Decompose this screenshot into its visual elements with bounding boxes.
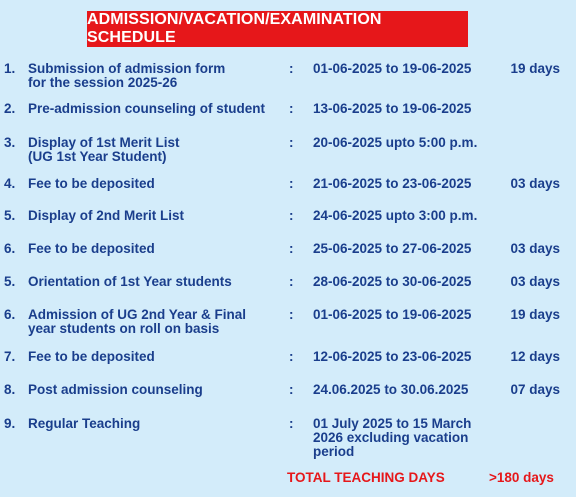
row-label: [28, 242, 283, 256]
row-days-line: 03 days: [510, 241, 560, 256]
row-date: [313, 308, 498, 322]
row-number: [4, 62, 15, 76]
row-number-line: 2.: [4, 101, 16, 116]
schedule-title: ADMISSION/VACATION/EXAMINATION SCHEDULE: [87, 11, 468, 47]
row-label-line: year students on roll on basis: [28, 321, 220, 336]
row-number-line: 5.: [4, 208, 16, 223]
row-label: [28, 383, 283, 397]
row-days: [510, 275, 560, 289]
row-days-line: 07 days: [510, 382, 560, 397]
row-number: [4, 417, 15, 431]
row-label-line: Submission of admission form: [28, 61, 226, 76]
row-number-line: 5.: [4, 274, 16, 289]
row-label-line: Admission of UG 2nd Year & Final: [28, 307, 247, 322]
row-date-line: 24.06.2025 to 30.06.2025: [313, 382, 469, 397]
row-date-line: 28-06-2025 to 30-06-2025: [313, 274, 472, 289]
row-colon-line: :: [289, 349, 294, 364]
row-date: [313, 136, 498, 150]
row-label: [28, 209, 283, 223]
row-number-line: 8.: [4, 382, 16, 397]
row-date-line: 25-06-2025 to 27-06-2025: [313, 241, 472, 256]
row-date: [313, 350, 498, 364]
row-days: [510, 62, 560, 76]
row-number-line: 3.: [4, 135, 16, 150]
row-date: [313, 62, 498, 76]
row-days-line: 03 days: [510, 176, 560, 191]
row-label: [28, 177, 283, 191]
row-colon-line: :: [289, 416, 294, 431]
row-label-line: Post admission counseling: [28, 382, 203, 397]
row-label-line: Fee to be deposited: [28, 176, 155, 191]
row-label-line: for the session 2025-26: [28, 75, 178, 90]
row-date-line: 21-06-2025 to 23-06-2025: [313, 176, 472, 191]
row-date-line: 20-06-2025 upto 5:00 p.m.: [313, 135, 478, 150]
row-label: [28, 62, 283, 90]
row-label-line: Pre-admission counseling of student: [28, 101, 266, 116]
row-number-line: 7.: [4, 349, 16, 364]
row-number: [4, 209, 15, 223]
row-days: [510, 308, 560, 322]
row-colon-line: :: [289, 176, 294, 191]
row-number-line: 9.: [4, 416, 16, 431]
row-label-line: Fee to be deposited: [28, 349, 155, 364]
row-label: [28, 102, 283, 116]
row-date-line: 01-06-2025 to 19-06-2025: [313, 307, 472, 322]
row-date-line: 12-06-2025 to 23-06-2025: [313, 349, 472, 364]
row-number-line: 4.: [4, 176, 16, 191]
row-number-line: 6.: [4, 241, 16, 256]
row-days: [510, 383, 560, 397]
row-colon: [289, 209, 294, 223]
row-date-line: period: [313, 444, 355, 459]
total-teaching-days-value: >180 days: [489, 470, 554, 485]
row-number-line: 1.: [4, 61, 16, 76]
row-colon: [289, 417, 294, 431]
row-colon: [289, 308, 294, 322]
row-colon-line: :: [289, 382, 294, 397]
row-date: [313, 177, 498, 191]
row-colon: [289, 62, 294, 76]
row-colon-line: :: [289, 61, 294, 76]
row-days-line: 03 days: [510, 274, 560, 289]
row-label-line: (UG 1st Year Student): [28, 149, 167, 164]
row-colon: [289, 177, 294, 191]
row-date: [313, 383, 498, 397]
row-date: [313, 242, 498, 256]
row-number: [4, 136, 15, 150]
row-label: [28, 136, 283, 164]
row-number-line: 6.: [4, 307, 16, 322]
row-days-line: 19 days: [510, 307, 560, 322]
row-number: [4, 275, 15, 289]
row-label-line: Display of 1st Merit List: [28, 135, 180, 150]
row-colon: [289, 102, 294, 116]
row-date-line: 24-06-2025 upto 3:00 p.m.: [313, 208, 478, 223]
row-date: [313, 102, 498, 116]
row-date-line: 01-06-2025 to 19-06-2025: [313, 61, 472, 76]
row-number: [4, 177, 15, 191]
row-date: [313, 417, 498, 459]
row-colon: [289, 275, 294, 289]
row-days-line: 12 days: [510, 349, 560, 364]
row-colon: [289, 350, 294, 364]
row-label-line: Display of 2nd Merit List: [28, 208, 185, 223]
row-label: [28, 275, 283, 289]
row-number: [4, 242, 15, 256]
row-date: [313, 275, 498, 289]
row-label-line: Fee to be deposited: [28, 241, 155, 256]
row-days: [510, 177, 560, 191]
row-colon-line: :: [289, 307, 294, 322]
row-label: [28, 417, 283, 431]
row-label-line: Orientation of 1st Year students: [28, 274, 232, 289]
row-colon: [289, 383, 294, 397]
row-date-line: 01 July 2025 to 15 March: [313, 416, 472, 431]
row-number: [4, 308, 15, 322]
row-days: [510, 242, 560, 256]
row-label: [28, 350, 283, 364]
row-label-line: Regular Teaching: [28, 416, 141, 431]
row-colon: [289, 136, 294, 150]
row-number: [4, 350, 15, 364]
row-label: [28, 308, 283, 336]
row-date-line: 13-06-2025 to 19-06-2025: [313, 101, 472, 116]
row-colon-line: :: [289, 135, 294, 150]
row-days: [510, 350, 560, 364]
row-colon-line: :: [289, 101, 294, 116]
row-colon-line: :: [289, 274, 294, 289]
row-days-line: 19 days: [510, 61, 560, 76]
row-number: [4, 102, 15, 116]
row-date: [313, 209, 498, 223]
row-colon-line: :: [289, 241, 294, 256]
row-date-line: 2026 excluding vacation: [313, 430, 469, 445]
row-number: [4, 383, 15, 397]
row-colon: [289, 242, 294, 256]
total-teaching-days-label: TOTAL TEACHING DAYS: [287, 470, 445, 485]
row-colon-line: :: [289, 208, 294, 223]
